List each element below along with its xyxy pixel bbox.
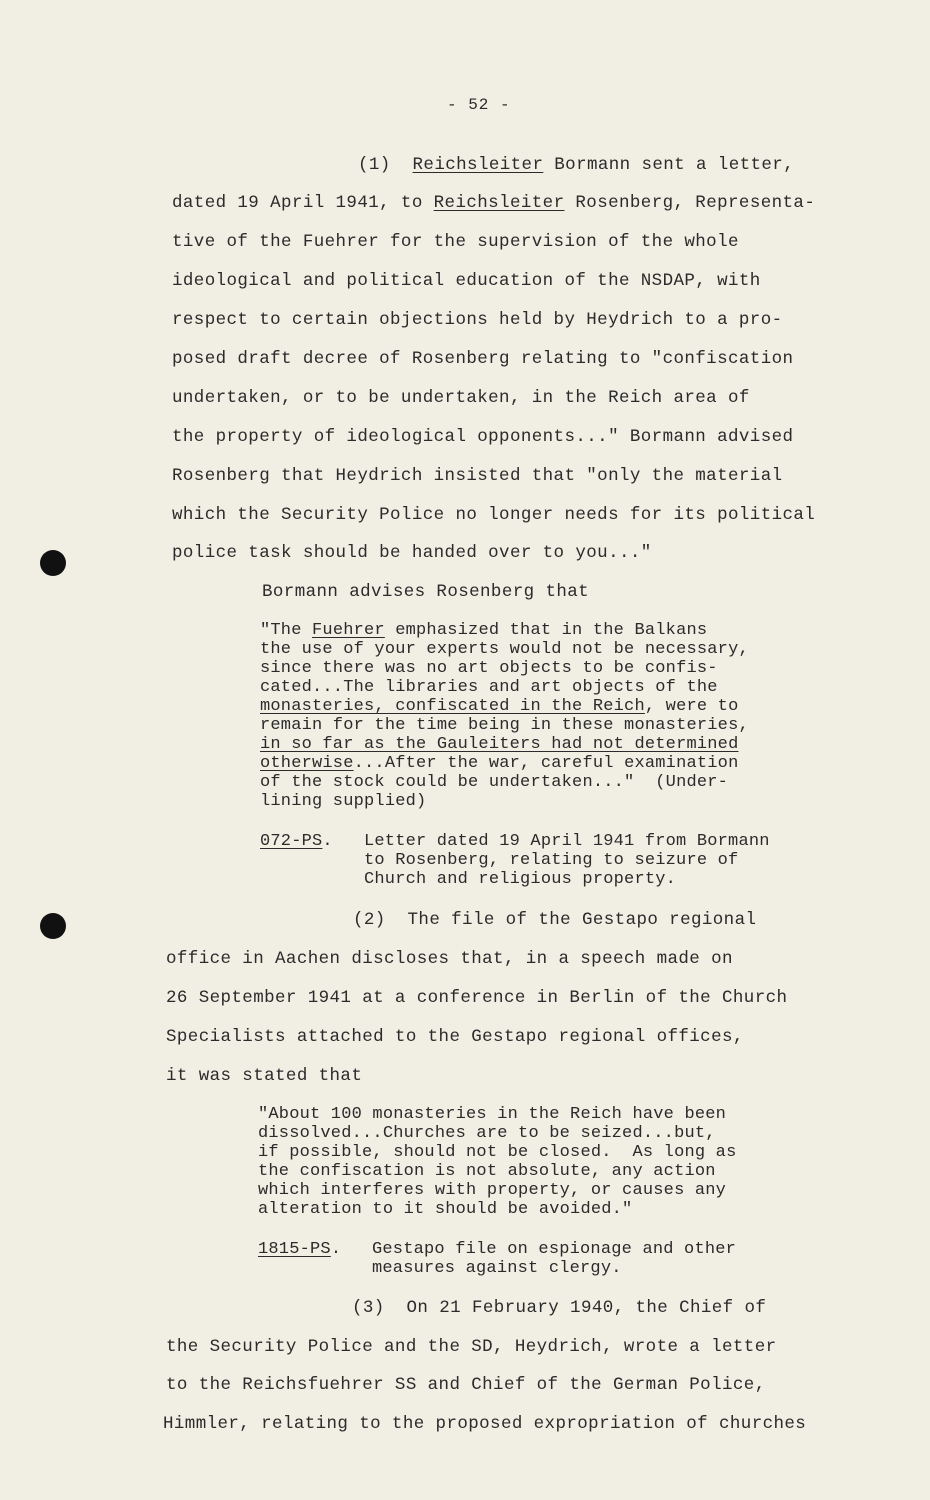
paragraph-1-line: respect to certain objections held by Heydrich to a pro-: [172, 310, 783, 330]
quote-1-line: "The Fuehrer emphasized that in the Balkans: [260, 621, 708, 640]
paragraph-number: (2): [353, 910, 386, 930]
paragraph-1-line: police task should be handed over to you...": [172, 543, 652, 563]
underlined-phrase: otherwise: [260, 754, 354, 773]
paragraph-2-line: office in Aachen discloses that, in a speech made on: [166, 949, 733, 969]
quote-2-line: "About 100 monasteries in the Reich have been: [258, 1105, 727, 1124]
paragraph-2-line: (2) The file of the Gestapo regional: [353, 910, 757, 930]
reference-description: Gestapo file on espionage and other: [372, 1240, 737, 1259]
underlined-term: Fuehrer: [312, 621, 385, 640]
reference-code: 1815-PS: [258, 1240, 331, 1259]
paragraph-3-line: to the Reichsfuehrer SS and Chief of the German Police,: [166, 1375, 766, 1395]
quote-1-line: [260, 735, 738, 754]
binder-hole: [40, 550, 66, 576]
quote-1-line: monasteries, confiscated in the Reich, were to: [260, 697, 739, 716]
paragraph-1-line: (1) Reichsleiter Bormann sent a letter,: [358, 155, 795, 175]
document-reference: 1815-PS.: [258, 1240, 342, 1259]
paragraph-1-line: Rosenberg that Heydrich insisted that "only the material: [172, 466, 783, 486]
underlined-phrase: in so far as the Gauleiters had not determined: [260, 735, 739, 754]
quote-2-line: dissolved...Churches are to be seized...but,: [258, 1124, 716, 1143]
paragraph-number: (3): [352, 1298, 385, 1318]
paragraph-1-line: which the Security Police no longer needs for its political: [172, 505, 816, 525]
paragraph-2-line: it was stated that: [166, 1066, 363, 1086]
quote-1-line: since there was no art objects to be confis-: [260, 659, 718, 678]
paragraph-1-line: undertaken, or to be undertaken, in the Reich area of: [172, 388, 750, 408]
paragraph-1-line: Bormann advises Rosenberg that: [262, 582, 590, 602]
reference-description: to Rosenberg, relating to seizure of: [364, 851, 739, 870]
reference-description: Church and religious property.: [364, 870, 677, 889]
quote-1-line: otherwise...After the war, careful examination: [260, 754, 739, 773]
paragraph-number: (1): [358, 155, 391, 175]
paragraph-1-line: tive of the Fuehrer for the supervision of the whole: [172, 232, 739, 252]
paragraph-1-line: posed draft decree of Rosenberg relating to "confiscation: [172, 349, 794, 369]
reference-code: 072-PS: [260, 832, 323, 851]
paragraph-1-line: ideological and political education of the NSDAP, with: [172, 271, 761, 291]
paragraph-1-line: dated 19 April 1941, to Reichsleiter Rosenberg, Representa-: [172, 193, 816, 213]
paragraph-1-line: the property of ideological opponents..." Bormann advised: [172, 427, 794, 447]
quote-1-line: cated...The libraries and art objects of the: [260, 678, 718, 697]
quote-1-line: the use of your experts would not be necessary,: [260, 640, 749, 659]
reference-description: measures against clergy.: [372, 1259, 622, 1278]
quote-2-line: if possible, should not be closed. As long as: [258, 1143, 737, 1162]
underlined-term: Reichsleiter: [433, 193, 565, 213]
binder-hole: [40, 913, 66, 939]
document-reference: 072-PS.: [260, 832, 333, 851]
underlined-term: Reichsleiter: [412, 155, 544, 175]
paragraph-3-line: (3) On 21 February 1940, the Chief of: [352, 1298, 767, 1318]
underlined-phrase: monasteries, confiscated in the Reich: [260, 697, 645, 716]
paragraph-3-line: the Security Police and the SD, Heydrich, wrote a letter: [166, 1337, 777, 1357]
quote-1-line: remain for the time being in these monasteries,: [260, 716, 749, 735]
quote-1-line: of the stock could be undertaken..." (Under-: [260, 773, 729, 792]
paragraph-3-line: Himmler, relating to the proposed expropriation of churches: [163, 1414, 807, 1434]
paragraph-2-line: 26 September 1941 at a conference in Berlin of the Church: [166, 988, 788, 1008]
reference-description: Letter dated 19 April 1941 from Bormann: [364, 832, 770, 851]
quote-2-line: which interferes with property, or causes any: [258, 1181, 727, 1200]
quote-1-line: lining supplied): [260, 792, 427, 811]
paragraph-2-line: Specialists attached to the Gestapo regional offices,: [166, 1027, 744, 1047]
quote-2-line: alteration to it should be avoided.": [258, 1200, 633, 1219]
quote-2-line: the confiscation is not absolute, any action: [258, 1162, 716, 1181]
page-number: - 52 -: [447, 96, 511, 114]
